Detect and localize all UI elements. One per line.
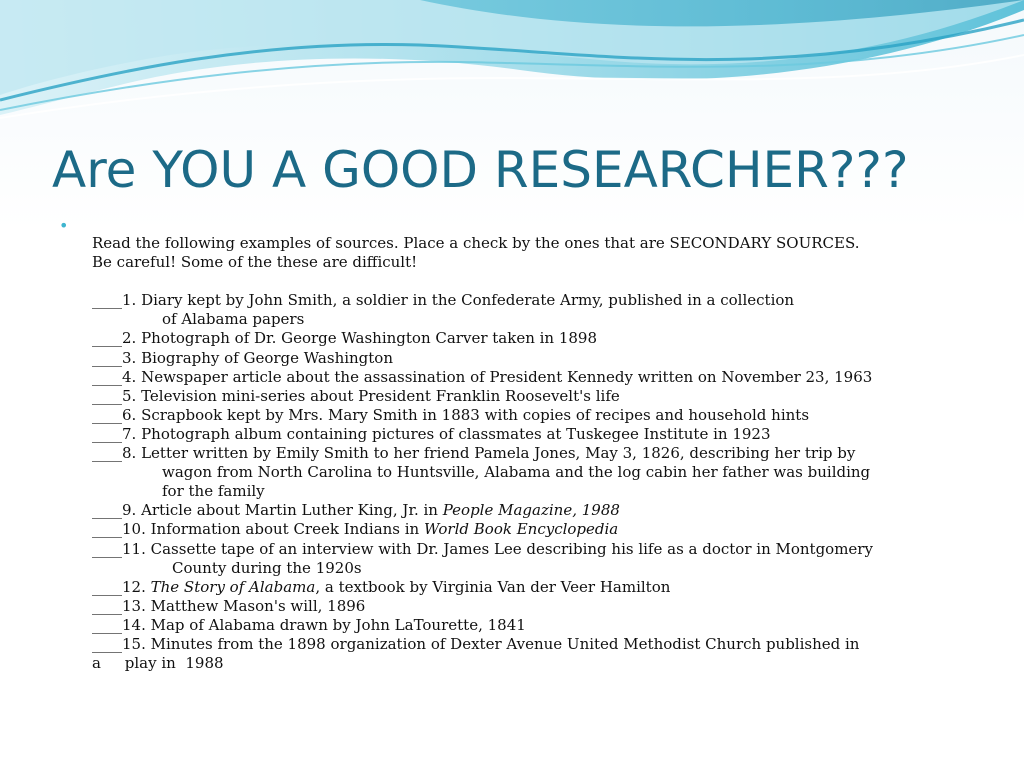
list-item-8 <box>92 444 972 501</box>
list-item-text: ____11. Cassette tape of an interview with Dr. James Lee describing his life as a doctor in Montgomery <box>92 539 873 558</box>
list-item-5 <box>92 387 972 406</box>
list-item-text: ____6. Scrapbook kept by Mrs. Mary Smith in 1883 with copies of recipes and household hints <box>92 405 810 424</box>
list-item-text: ____5. Television mini-series about President Franklin Roosevelt's life <box>92 386 620 405</box>
intro-line-2: Be careful! Some of the these are difficult! <box>92 253 418 272</box>
list-item-text: ____13. Matthew Mason's will, 1896 <box>92 596 366 615</box>
list-item-14 <box>92 616 972 635</box>
slide-title: Are YOU A GOOD RESEARCHER??? <box>52 141 909 199</box>
list-item-italic: World Book Encyclopedia <box>424 520 619 539</box>
list-item-italic: People Magazine, 1988 <box>442 501 620 520</box>
list-item-prefix: ____9. Article about Martin Luther King, Jr. in <box>92 501 443 520</box>
bullet-marker: • <box>59 216 69 235</box>
list-item-3 <box>92 349 972 368</box>
list-item-1 <box>92 291 972 329</box>
list-item-11 <box>92 540 972 578</box>
list-item-italic: The Story of Alabama <box>150 577 316 596</box>
list-item-2 <box>92 329 972 348</box>
list-item-text: ____14. Map of Alabama drawn by John LaTourette, 1841 <box>92 615 526 634</box>
intro-line-1: Read the following examples of sources. Place a check by the ones that are SECONDARY SOURCES. <box>92 234 860 252</box>
list-item-text <box>92 501 972 520</box>
list-item-text: ____15. Minutes from the 1898 organization of Dexter Avenue United Methodist Church published in <box>92 634 860 653</box>
list-item-10 <box>92 520 972 539</box>
list-item-text: ____8. Letter written by Emily Smith to her friend Pamela Jones, May 3, 1826, describing her trip by <box>92 444 856 463</box>
list-item-prefix: ____12. <box>92 577 151 596</box>
list-item-13 <box>92 597 972 616</box>
list-item-text: ____4. Newspaper article about the assassination of President Kennedy written on November 23, 1963 <box>92 367 873 386</box>
list-item-12 <box>92 578 972 597</box>
list-item-continuation: a play in 1988 <box>92 654 224 673</box>
list-item-7 <box>92 425 972 444</box>
list-item-15 <box>92 635 972 673</box>
list-item-9 <box>92 501 972 520</box>
list-item-text: ____3. Biography of George Washington <box>92 348 394 367</box>
decorative-wave-header <box>0 0 1024 130</box>
list-item-suffix: , a textbook by Virginia Van der Veer Hamilton <box>315 577 671 596</box>
list-item-text: ____2. Photograph of Dr. George Washington Carver taken in 1898 <box>92 329 598 348</box>
paragraph-gap <box>92 272 972 291</box>
list-item-text <box>92 578 972 597</box>
content-body <box>92 234 972 673</box>
list-item-text <box>92 520 972 539</box>
list-item-continuation: of Alabama papers <box>162 310 305 329</box>
list-item-6 <box>92 406 972 425</box>
list-item-4 <box>92 368 972 387</box>
list-item-prefix: ____10. Information about Creek Indians in <box>92 520 424 539</box>
list-item-text: ____1. Diary kept by John Smith, a soldier in the Confederate Army, published in a collection <box>92 291 795 310</box>
list-item-continuation-2: for the family <box>162 482 265 501</box>
list-item-continuation: County during the 1920s <box>172 558 362 577</box>
list-item-continuation: wagon from North Carolina to Huntsville, Alabama and the log cabin her father was building <box>162 463 871 482</box>
list-item-text: ____7. Photograph album containing pictures of classmates at Tuskegee Institute in 1923 <box>92 424 771 443</box>
